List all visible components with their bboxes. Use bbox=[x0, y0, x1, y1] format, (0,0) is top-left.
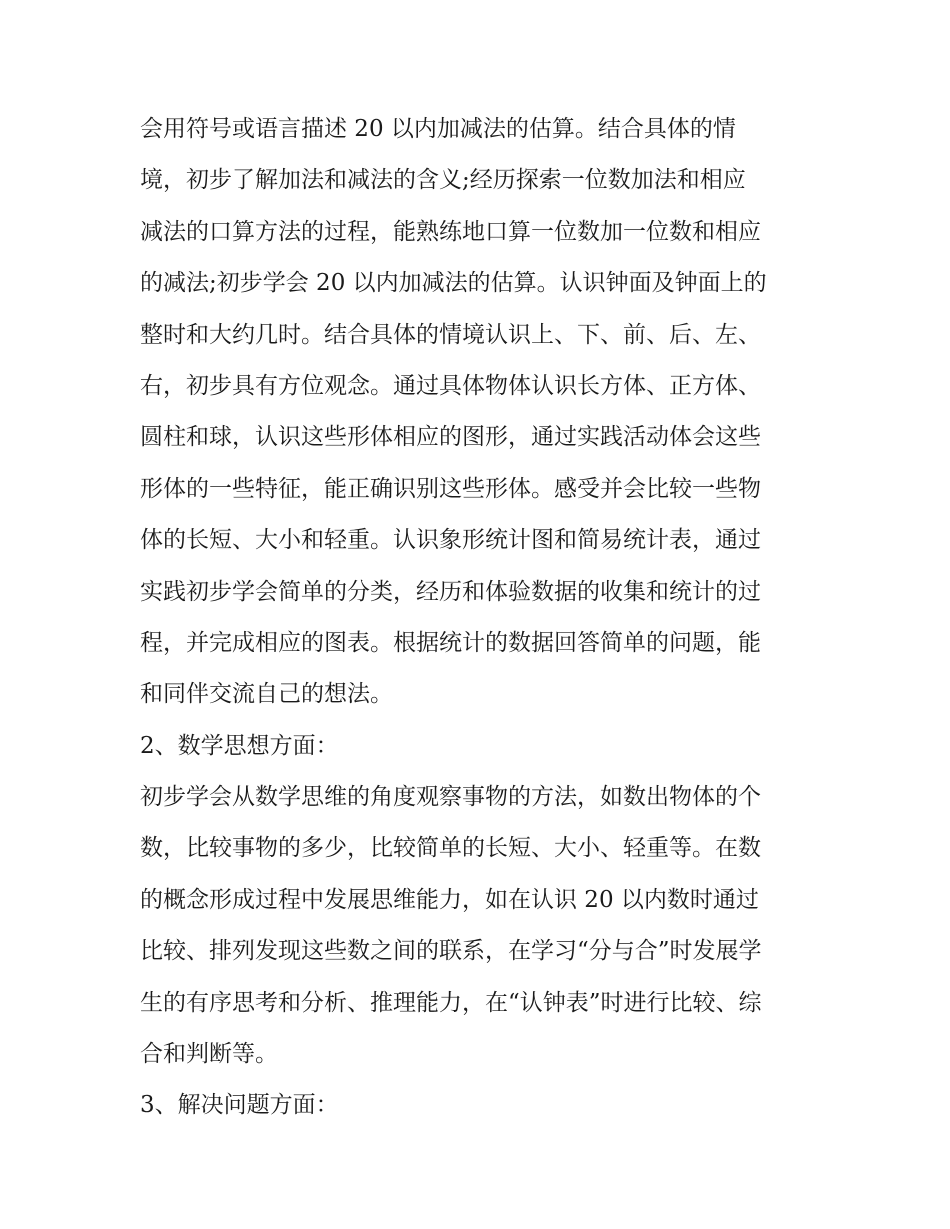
paragraph-line: 体的长短、大小和轻重。认识象形统计图和简易统计表，通过 bbox=[140, 527, 761, 554]
paragraph-line: 整时和大约几时。结合具体的情境认识上、下、前、后、左、 bbox=[140, 321, 761, 348]
paragraph-line: 圆柱和球，认识这些形体相应的图形，通过实践活动体会这些 bbox=[140, 424, 761, 451]
paragraph-line: 比较、排列发现这些数之间的联系，在学习“分与合”时发展学 bbox=[140, 938, 762, 965]
paragraph-line: 合和判断等。 bbox=[140, 1041, 278, 1068]
paragraph-line: 右，初步具有方位观念。通过具体物体认识长方体、正方体、 bbox=[140, 372, 761, 399]
paragraph-line: 和同伴交流自己的想法。 bbox=[140, 681, 393, 708]
section-heading: 2、数学思想方面： bbox=[140, 732, 339, 759]
paragraph-line: 程，并完成相应的图表。根据统计的数据回答简单的问题，能 bbox=[140, 629, 761, 656]
paragraph-line: 的减法;初步学会 20 以内加减法的估算。认识钟面及钟面上的 bbox=[140, 270, 767, 297]
paragraph-line: 减法的口算方法的过程，能熟练地口算一位数加一位数和相应 bbox=[140, 218, 761, 245]
paragraph-line: 境，初步了解加法和减法的含义;经历探索一位数加法和相应 bbox=[140, 167, 746, 194]
paragraph-line: 初步学会从数学思维的角度观察事物的方法，如数出物体的个 bbox=[140, 784, 761, 811]
document-body bbox=[140, 104, 820, 1132]
paragraph-line: 的概念形成过程中发展思维能力，如在认识 20 以内数时通过 bbox=[140, 886, 759, 913]
paragraph-line: 会用符号或语言描述 20 以内加减法的估算。结合具体的情 bbox=[140, 116, 736, 142]
paragraph-line: 形体的一些特征，能正确识别这些形体。感受并会比较一些物 bbox=[140, 475, 761, 502]
paragraph-line: 实践初步学会简单的分类，经历和体验数据的收集和统计的过 bbox=[140, 578, 761, 605]
paragraph-line: 数，比较事物的多少，比较简单的长短、大小、轻重等。在数 bbox=[140, 835, 761, 862]
section-heading: 3、解决问题方面： bbox=[140, 1092, 339, 1119]
paragraph-line: 生的有序思考和分析、推理能力，在“认钟表”时进行比较、综 bbox=[140, 989, 762, 1016]
